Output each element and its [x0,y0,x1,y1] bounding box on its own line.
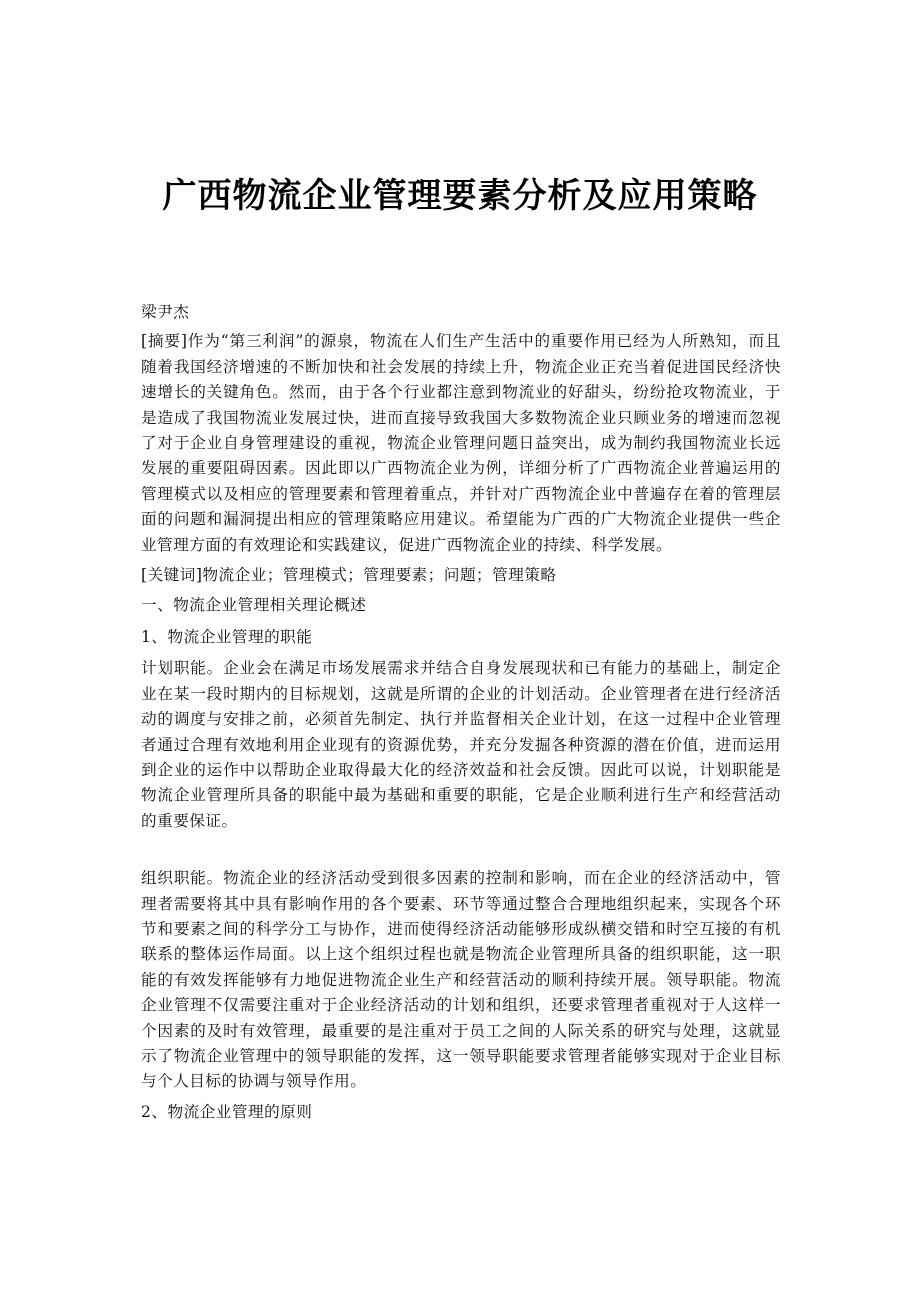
document-body [141,300,781,1131]
section-heading-1: 一、物流企业管理相关理论概述 [141,596,367,615]
author-name: 梁尹杰 [141,303,190,321]
document-title: 广西物流企业管理要素分析及应用策略 [162,176,758,216]
abstract-paragraph: [摘要]作为“第三利润”的源泉，物流在人们生产生活中的重要作用已经为人所熟知，而且随着我国经济增速的不断加快和社会发展的持续上升，物流企业正充当着促进国民经济快速增长的关键角色。然而，由于各个行业都注意到物流业的好甜头，纷纷抢攻物流业，于是造成了我国物流业发展过快，进而直接导致我国大多数物流企业只顾业务的增速而忽视了对于企业自身管理建设的重视，物流企业管理问题日益突出，成为制约我国物流业长远发展的重要阻碍因素。因此即以广西物流企业为例，详细分析了广西物流企业普遍运用的管理模式以及相应的管理要素和管理着重点，并针对广西物流企业中普遍存在着的管理层面的问题和漏洞提出相应的管理策略应用建议。希望能为广西的广大物流企业提供一些企业管理方面的有效理论和实践建议，促进广西物流企业的持续、科学发展。 [141,332,781,554]
subsection-heading-2: 2、物流企业管理的原则 [141,1102,313,1121]
organizing-function-paragraph: 组织职能。物流企业的经济活动受到很多因素的控制和影响，而在企业的经济活动中，管理者需要将其中具有影响作用的各个要素、环节等通过整合合理地组织起来，实现各个环节和要素之间的科学分工与协作，进而使得经济活动能够形成纵横交错和时空互接的有机联系的整体运作局面。以上这个组织过程也就是物流企业管理所具备的组织职能，这一职能的有效发挥能够有力地促进物流企业生产和经营活动的顺利持续开展。领导职能。物流企业管理不仅需要注重对于企业经济活动的计划和组织，还要求管理者重视对于人这样一个因素的及时有效管理，最重要的是注重对于员工之间的人际关系的研究与处理，这就显示了物流企业管理中的领导职能的发挥，这一领导职能要求管理者能够实现对于企业目标与个人目标的协调与领导作用。 [141,869,781,1091]
keywords-paragraph: [关键词]物流企业；管理模式；管理要素；问题；管理策略 [141,566,557,585]
subsection-heading-1: 1、物流企业管理的职能 [141,627,313,646]
planning-function-paragraph: 计划职能。企业会在满足市场发展需求并结合自身发展现状和已有能力的基础上，制定企业在某一段时期内的目标规划，这就是所谓的企业的计划活动。企业管理者在进行经济活动的调度与安排之前，必须首先制定、执行并监督相关企业计划，在这一过程中企业管理者通过合理有效地利用企业现有的资源优势，并充分发掘各种资源的潜在价值，进而运用到企业的运作中以帮助企业取得最大化的经济效益和社会反馈。因此可以说，计划职能是物流企业管理所具备的职能中最为基础和重要的职能，它是企业顺利进行生产和经营活动的重要保证。 [141,659,781,830]
